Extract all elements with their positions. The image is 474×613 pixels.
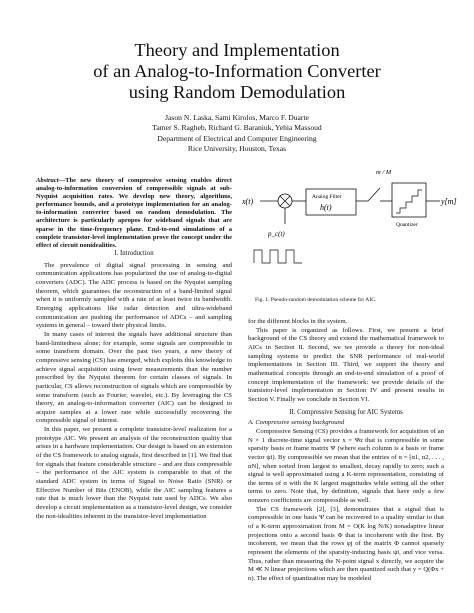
figure-caption: Fig. 1. Pseudo-random demodulation scheme for AIC. <box>255 297 377 303</box>
abstract-text: —The new theory of compressive sensing enables direct analog-to-information conversion of compressible signals at sub-Nyquist acquisition rates. We develop new theory, algorithms, performance bounds, and a prototype implementation for an analog-to-information converter based on random demodulation. The architecture is particularly apropos for wideband signals that are sparse in the time-frequency plane. End-to-end simulations of a complete transistor-level implementation prove the concept under the effect of circuit nonidealities. <box>36 177 232 249</box>
quantizer-label: Quantizer <box>396 222 418 228</box>
title-line-1: Theory and Implementation <box>134 40 340 60</box>
abstract <box>36 177 232 250</box>
intro-paragraph-2: In many cases of interest the signals have additional structure than band-limitedness alone; for example, some signals are compressible in some transform domain. Over the past two years, a new theory of compressive sensing (CS) has emerged, which exploits this knowledge to achieve signal acquisition using fewer measurements than the number prescribed by the Nyquist theorem for certain classes of signals. In particular, CS allows reconstruction of signals which are compressible by some transform (such as Fourier, wavelet, etc.). By leveraging the CS theory, an analog-to-information converter (AIC) can be designed to acquire samples at a lower rate while successfully recovering the compressible signal of interest. <box>36 330 232 425</box>
col2-paragraph-0: for the different blocks in the system. <box>248 318 348 325</box>
input-label: x(t) <box>242 197 254 206</box>
title-line-3: using Random Demodulation <box>128 82 346 102</box>
sampler-switch <box>368 188 380 201</box>
paper-title <box>0 40 474 103</box>
filter-fn: h(t) <box>320 203 332 212</box>
output-label: y[m] <box>441 197 457 206</box>
affiliation-univ: Rice University, Houston, Texas <box>187 143 287 153</box>
filter-label: Analog Filter <box>312 194 342 200</box>
chip-label: p_c(t) <box>268 230 285 238</box>
intro-paragraph-3: In this paper, we present a complete transistor-level realization for a prototype AIC. We present an analysis of the reconstruction quality that arises in a hardware implementation. Our design is based on an extension of the CS framework to analog signals, first described in [1]. We find that for signals that feature considerable structure – and are thus compressible – the performance of the AIC system is comparable to that of the standard ADC system in terms of Signal to Noise Ratio (SNR) or Effective Number of Bits (ENOB), while the AIC sampling features a rate that is much lower than the Nyquist rate used by ADCs. We also develop a circuit implementation as a transistor-level design, we consider the non-idealities inherent in the transistor-level implementation <box>36 426 232 520</box>
block-diagram <box>240 168 470 293</box>
abstract-label: Abstract <box>36 177 59 184</box>
col2-paragraph-1: This paper is organized as follows. First, we present a brief background of the CS theory and extend the mathematical framework to AICs in Section II. Second, we we provide a theory for non-ideal sampling systems to predict the SNR performance of real-world implementations in Section III. Third, we support the theory and mathematical concepts through an end-to-end simulation of a proof of concept implementation of the framework: we provide details of the transistor-level implementation in Section IV and present results in Section V. Finally we conclude in Section VI. <box>248 326 444 403</box>
authors-line-1: Jason N. Laska, Sami Kirolos, Marco F. Duarte <box>165 113 309 122</box>
section-heading-intro: I. Introduction <box>114 250 154 257</box>
quantizer-staircase <box>396 190 422 213</box>
authors-line-2: Tamer S. Ragheb, Richard G. Baraniuk, Yehia Massoud <box>152 123 322 133</box>
col2-paragraph-3: The CS framework [2], [3], demonstrates that a signal that is compressible in one basis Ψ can be recovered to a quality similar to that of a K-term approximation from M = O(K log N/K) nonadaptive linear projections onto a second basis Φ that is incoherent with the first. By incoherent, we mean that the rows φj of the matrix Φ cannot sparsely represent the elements of the sparsity-inducing basis ψi, and vice versa. Thus, rather than measuring the N-point signal x directly, we acquire the M ≪ N linear projections which are then quantized such that y = Q(Φx + n). The effect of quantization may be modeled <box>248 505 444 583</box>
section-heading-cs: II. Compressive Sensing for AIC Systems <box>289 408 403 416</box>
intro-paragraph-1: The prevalence of digital signal processing in sensing and communication applications has popularized the use of analog-to-digital converters (ADC). The ADC process is based on the Nyquist sampling theorem, which guarantees the reconstruction of a band-limited signal when it is uniformly sampled with a rate of at least twice its bandwidth. Emerging applications like radar detection and ultra-wideband communication are pushing the performance of ADCs – and sampling systems in general – toward their physical limits. <box>36 261 232 330</box>
author-block <box>0 113 474 154</box>
right-column <box>248 318 444 584</box>
subsection-heading: A. Compressive sensing background <box>248 419 345 427</box>
rate-label: m / M <box>376 169 392 176</box>
col2-paragraph-2: Compressive Sensing (CS) provides a framework for acquisition of an N × 1 discrete-time signal vector x = Ψα that is compressible in some sparsity basis or frame matrix Ψ (where each column is a basis or frame vector ψi). By compressible we mean that the entries of α = [α1, α2, . . . , αN], when sorted from largest to smallest, decay rapidly to zero; such a signal is well approximated using a K-term representation, consisting of the terms of α with the K largest magnitudes while setting all the other terms to zero. Note that, by definition, signals that have only a few nonzero coefficients are compressible as well. <box>248 427 444 505</box>
quantizer-box <box>392 183 426 217</box>
title-line-2: of an Analog-to-Information Converter <box>93 61 381 81</box>
left-column <box>36 250 232 521</box>
affiliation-dept: Department of Electrical and Computer Engineering <box>157 133 317 143</box>
chipping-waveform <box>254 250 302 263</box>
